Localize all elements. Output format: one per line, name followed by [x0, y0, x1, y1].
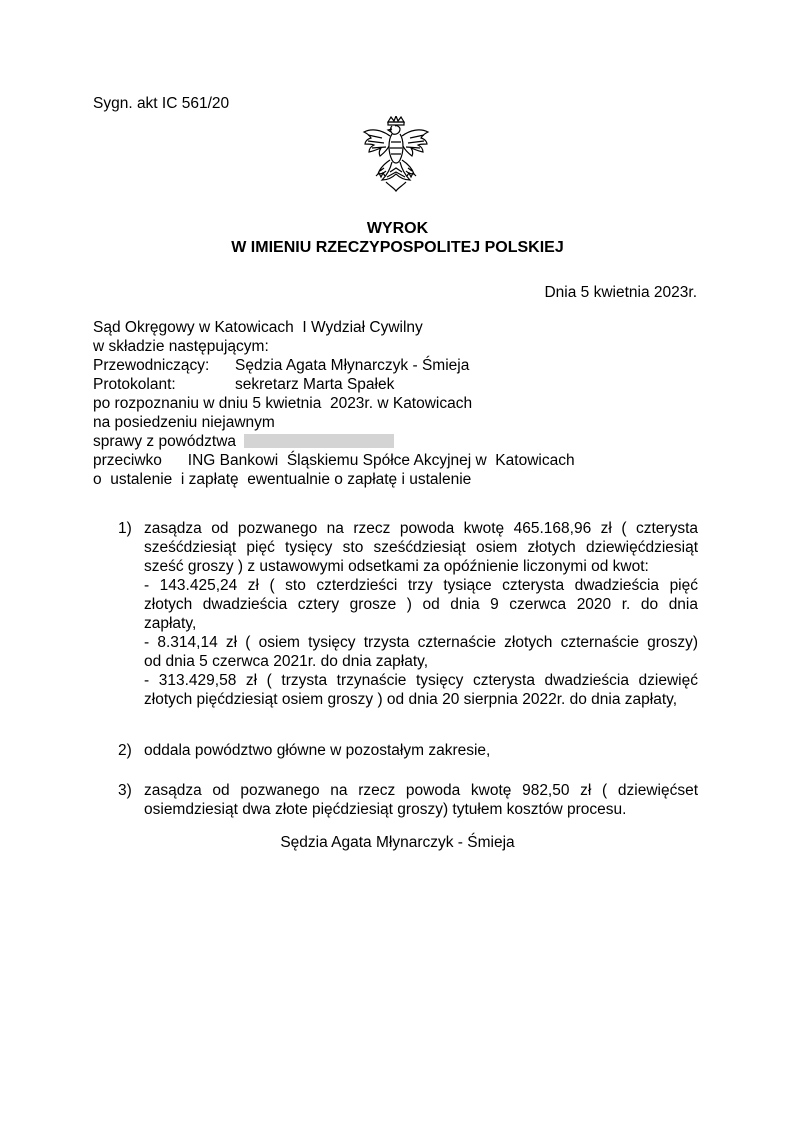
ruling-item-3	[118, 781, 698, 819]
claimant-line	[93, 432, 713, 451]
ruling-item-2	[118, 741, 698, 760]
document-title: WYROK	[366, 220, 429, 237]
item-line: sześćdziesiąt pięć tysięcy sto sześćdziesiąt osiem złotych dziewięćdziesiąt	[144, 539, 698, 556]
item-line: - 313.429,58 zł ( trzysta trzynaście tysięcy czterysta dwadzieścia dziewięć	[144, 672, 698, 689]
item-line: - 8.314,14 zł ( osiem tysięcy trzysta czternaście złotych czternaście groszy)	[144, 634, 698, 651]
polish-eagle-emblem-icon	[362, 116, 430, 192]
item-line: sześć groszy ) z ustawowymi odsetkami za opóźnienie liczonymi od kwot:	[144, 558, 649, 575]
judge-signature: Sędzia Agata Młynarczyk - Śmieja	[280, 834, 515, 851]
item-line: zasądza od pozwanego na rzecz powoda kwotę 465.168,96 zł ( czterysta	[144, 520, 698, 537]
item-line: osiemdziesiąt dwa złote pięćdziesiąt groszy) tytułem kosztów procesu.	[144, 801, 627, 818]
judgment-header	[93, 318, 713, 489]
ruling-items	[118, 519, 698, 819]
item-line: - 143.425,24 zł ( sto czterdzieści trzy tysiące czterysta dwadzieścia pięć	[144, 577, 698, 594]
defendant-line	[93, 451, 713, 470]
item-line: złotych dwadzieścia cztery grosze ) od dnia 9 czerwca 2020 r. do dnia	[144, 596, 698, 613]
item-number: 2)	[118, 742, 132, 759]
item-line: oddala powództwo główne w pozostałym zakresie,	[144, 742, 491, 759]
clerk-line	[93, 375, 713, 394]
presiding-label: Przewodniczący:	[93, 357, 210, 374]
subject-line: o ustalenie i zapłatę ewentualnie o zapłatę i ustalenie	[93, 471, 472, 488]
ruling-item-1	[118, 519, 698, 719]
defendant-label: przeciwko	[93, 452, 162, 469]
session-line: na posiedzeniu niejawnym	[93, 414, 275, 431]
document-subtitle: W IMIENIU RZECZYPOSPOLITEJ POLSKIEJ	[231, 239, 564, 256]
item-number: 1)	[118, 520, 132, 537]
redacted-claimant	[244, 434, 394, 448]
claimant-label: sprawy z powództwa	[93, 433, 237, 450]
case-reference: Sygn. akt IC 561/20	[93, 95, 230, 112]
hearing-line: po rozpoznaniu w dniu 5 kwietnia 2023r. w Katowicach	[93, 395, 473, 412]
item-line: zapłaty,	[144, 615, 197, 632]
item-line: złotych pięćdziesiąt osiem groszy ) od dnia 20 sierpnia 2022r. do dnia zapłaty,	[144, 691, 678, 708]
court-name: Sąd Okręgowy w Katowicach I Wydział Cywilny	[93, 319, 423, 336]
clerk-value: sekretarz Marta Spałek	[235, 376, 395, 393]
clerk-label: Protokolant:	[93, 376, 176, 393]
item-line: zasądza od pozwanego na rzecz powoda kwotę 982,50 zł ( dziewięćset	[144, 782, 698, 799]
composition-line: w składzie następującym:	[93, 338, 269, 355]
judgment-date: Dnia 5 kwietnia 2023r.	[544, 284, 697, 301]
item-number: 3)	[118, 782, 132, 799]
presiding-value: Sędzia Agata Młynarczyk - Śmieja	[235, 357, 470, 374]
presiding-line	[93, 356, 713, 375]
defendant-value: ING Bankowi Śląskiemu Spółce Akcyjnej w Katowicach	[187, 452, 575, 469]
item-line: od dnia 5 czerwca 2021r. do dnia zapłaty,	[144, 653, 429, 670]
